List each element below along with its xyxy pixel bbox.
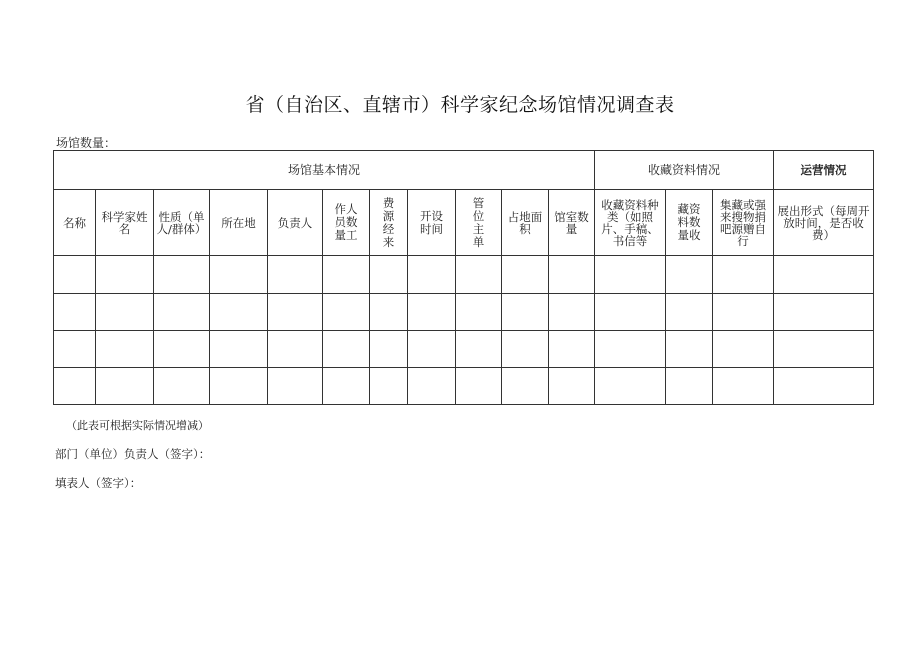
- table-cell[interactable]: [268, 256, 323, 293]
- table-row: [54, 293, 874, 330]
- table-cell[interactable]: [408, 256, 456, 293]
- table-cell[interactable]: [154, 293, 210, 330]
- col-header-supervisor: 管位主单: [456, 190, 502, 256]
- form-title: 省（自治区、直辖市）科学家纪念场馆情况调查表: [245, 94, 675, 116]
- group-collection: 收藏资料情况: [595, 151, 774, 190]
- table-cell[interactable]: [666, 330, 713, 367]
- table-cell[interactable]: [666, 293, 713, 330]
- table-cell[interactable]: [502, 330, 549, 367]
- col-header-open-date: 开设时间: [408, 190, 456, 256]
- col-header-scientist: 科学家姓名: [96, 190, 154, 256]
- col-header-collection-count: 藏资料数量收: [666, 190, 713, 256]
- group-operation: 运营情况: [774, 151, 874, 190]
- group-basic-info: 场馆基本情况: [54, 151, 595, 190]
- table-cell[interactable]: [502, 293, 549, 330]
- table-cell[interactable]: [595, 256, 666, 293]
- table-cell[interactable]: [456, 256, 502, 293]
- table-cell[interactable]: [408, 293, 456, 330]
- table-cell[interactable]: [268, 367, 323, 404]
- col-header-room-count: 馆室数量: [549, 190, 595, 256]
- table-cell[interactable]: [502, 256, 549, 293]
- table-cell[interactable]: [370, 293, 408, 330]
- table-cell[interactable]: [774, 367, 874, 404]
- table-cell[interactable]: [549, 367, 595, 404]
- table-cell[interactable]: [666, 256, 713, 293]
- table-cell[interactable]: [456, 367, 502, 404]
- table-cell[interactable]: [54, 367, 96, 404]
- venue-count-label: 场馆数量：: [56, 136, 117, 150]
- table-cell[interactable]: [268, 330, 323, 367]
- table-cell[interactable]: [323, 330, 370, 367]
- table-cell[interactable]: [54, 256, 96, 293]
- table-cell[interactable]: [370, 367, 408, 404]
- col-header-location: 所在地: [210, 190, 268, 256]
- col-header-person-in-charge: 负责人: [268, 190, 323, 256]
- dept-head-signature-label: 部门（单位）负责人（签字）：: [55, 447, 211, 461]
- col-header-exhibition: 展出形式（每周开放时间，是否收费）: [774, 190, 874, 256]
- table-cell[interactable]: [456, 330, 502, 367]
- table-cell[interactable]: [713, 330, 774, 367]
- table-cell[interactable]: [210, 330, 268, 367]
- table-row: [54, 367, 874, 404]
- table-cell[interactable]: [549, 330, 595, 367]
- col-header-staff-count: 作人员数量工: [323, 190, 370, 256]
- table-cell[interactable]: [595, 367, 666, 404]
- table-cell[interactable]: [96, 367, 154, 404]
- table-cell[interactable]: [96, 330, 154, 367]
- table-note: （此表可根据实际情况增减）: [66, 419, 209, 432]
- table-cell[interactable]: [154, 256, 210, 293]
- table-cell[interactable]: [154, 330, 210, 367]
- col-header-collection-source: 集藏或强来搜物捐吧源赠自行: [713, 190, 774, 256]
- col-header-area: 占地面积: [502, 190, 549, 256]
- table-cell[interactable]: [595, 330, 666, 367]
- table-cell[interactable]: [370, 256, 408, 293]
- filler-signature-label: 填表人（签字）：: [55, 476, 142, 490]
- table-row: [54, 256, 874, 293]
- table-cell[interactable]: [774, 256, 874, 293]
- table-cell[interactable]: [268, 293, 323, 330]
- table-cell[interactable]: [456, 293, 502, 330]
- table-cell[interactable]: [96, 293, 154, 330]
- table-cell[interactable]: [210, 367, 268, 404]
- table-cell[interactable]: [96, 256, 154, 293]
- table-cell[interactable]: [502, 367, 549, 404]
- table-cell[interactable]: [323, 367, 370, 404]
- table-cell[interactable]: [323, 293, 370, 330]
- table-cell[interactable]: [323, 256, 370, 293]
- col-header-name: 名称: [54, 190, 96, 256]
- table-cell[interactable]: [713, 367, 774, 404]
- col-header-nature: 性质（单人/群体）: [154, 190, 210, 256]
- table-cell[interactable]: [713, 293, 774, 330]
- table-cell[interactable]: [154, 367, 210, 404]
- table-cell[interactable]: [774, 293, 874, 330]
- survey-table: [53, 150, 874, 405]
- table-row: [54, 330, 874, 367]
- table-cell[interactable]: [408, 330, 456, 367]
- col-header-funding-source: 费源经来: [370, 190, 408, 256]
- table-cell[interactable]: [774, 330, 874, 367]
- table-cell[interactable]: [54, 330, 96, 367]
- table-cell[interactable]: [210, 293, 268, 330]
- table-cell[interactable]: [549, 293, 595, 330]
- table-cell[interactable]: [370, 330, 408, 367]
- table-cell[interactable]: [666, 367, 713, 404]
- table-cell[interactable]: [713, 256, 774, 293]
- table-cell[interactable]: [408, 367, 456, 404]
- table-cell[interactable]: [54, 293, 96, 330]
- table-cell[interactable]: [210, 256, 268, 293]
- table-cell[interactable]: [595, 293, 666, 330]
- col-header-collection-types: 收藏资料种类（如照片、手稿、书信等: [595, 190, 666, 256]
- table-cell[interactable]: [549, 256, 595, 293]
